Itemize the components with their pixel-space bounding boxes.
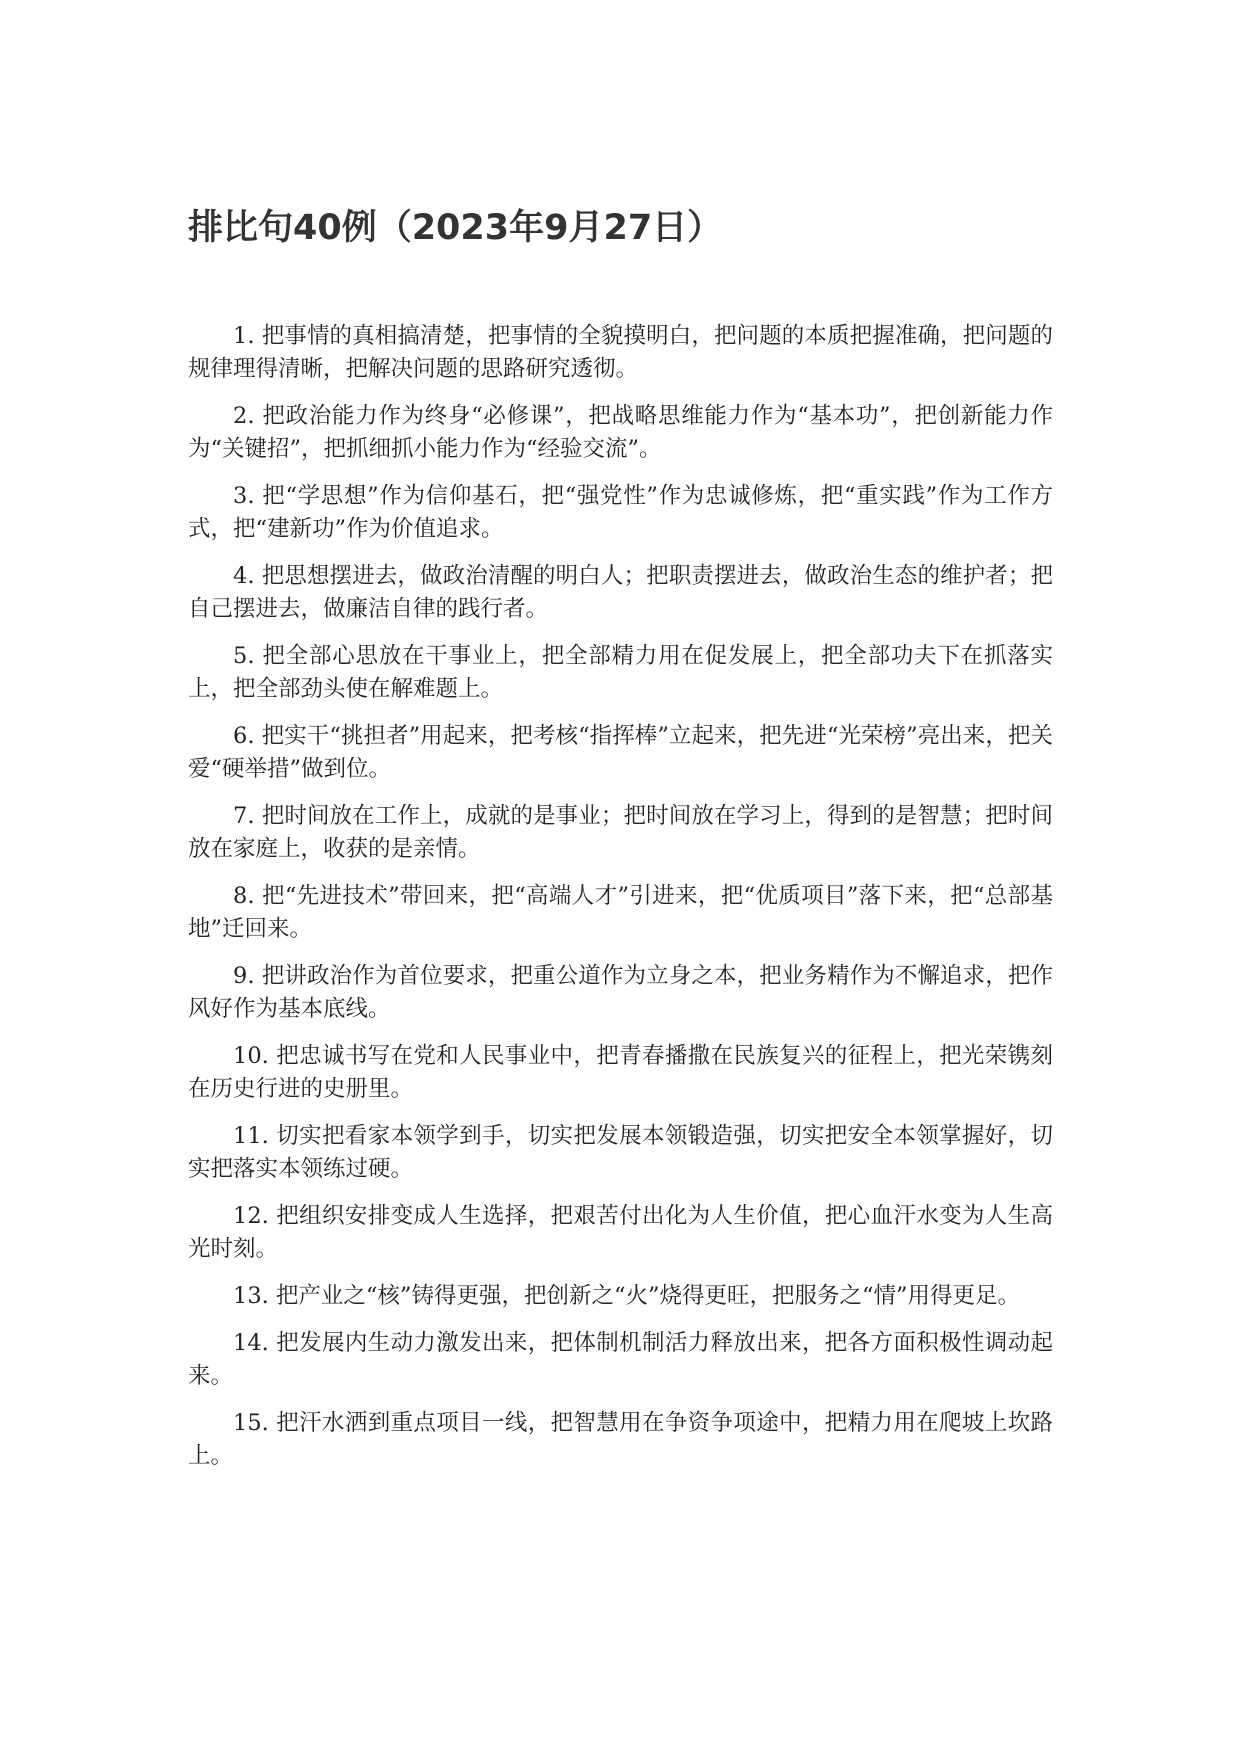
- document-title: 排比句40例（2023年9月27日）: [188, 208, 723, 248]
- paragraph-5: 5. 把全部心思放在干事业上，把全部精力用在促发展上，把全部功夫下在抓落实上，把全部劲头使在解难题上。: [188, 643, 1053, 702]
- paragraph-10: 10. 把忠诚书写在党和人民事业中，把青春播撒在民族复兴的征程上，把光荣镌刻在历史行进的史册里。: [188, 1043, 1053, 1102]
- paragraph-1: 1. 把事情的真相搞清楚，把事情的全貌摸明白，把问题的本质把握准确，把问题的规律理得清晰，把解决问题的思路研究透彻。: [188, 323, 1053, 382]
- paragraph-14: 14. 把发展内生动力激发出来，把体制机制活力释放出来，把各方面积极性调动起来。: [188, 1330, 1053, 1389]
- paragraph-12: 12. 把组织安排变成人生选择，把艰苦付出化为人生价值，把心血汗水变为人生高光时刻。: [188, 1203, 1053, 1262]
- paragraph-7: 7. 把时间放在工作上，成就的是事业；把时间放在学习上，得到的是智慧；把时间放在家庭上，收获的是亲情。: [188, 803, 1053, 862]
- paragraph-2: 2. 把政治能力作为终身“必修课”，把战略思维能力作为“基本功”，把创新能力作为“关键招”，把抓细抓小能力作为“经验交流”。: [188, 403, 1053, 462]
- paragraph-4: 4. 把思想摆进去，做政治清醒的明白人；把职责摆进去，做政治生态的维护者；把自己摆进去，做廉洁自律的践行者。: [188, 563, 1053, 622]
- document-body: [188, 320, 1053, 1487]
- paragraph-8: 8. 把“先进技术”带回来，把“高端人才”引进来，把“优质项目”落下来，把“总部基地”迁回来。: [188, 883, 1053, 942]
- paragraph-13: 13. 把产业之“核”铸得更强，把创新之“火”烧得更旺，把服务之“情”用得更足。: [233, 1283, 1020, 1309]
- paragraph-11: 11. 切实把看家本领学到手，切实把发展本领锻造强，切实把安全本领掌握好，切实把落实本领练过硬。: [188, 1123, 1053, 1182]
- paragraph-15: 15. 把汗水洒到重点项目一线，把智慧用在争资争项途中，把精力用在爬坡上坎路上。: [188, 1410, 1053, 1469]
- paragraph-9: 9. 把讲政治作为首位要求，把重公道作为立身之本，把业务精作为不懈追求，把作风好作为基本底线。: [188, 963, 1053, 1022]
- paragraph-6: 6. 把实干“挑担者”用起来，把考核“指挥棒”立起来，把先进“光荣榜”亮出来，把关爱“硬举措”做到位。: [188, 723, 1053, 782]
- paragraph-3: 3. 把“学思想”作为信仰基石，把“强党性”作为忠诚修炼，把“重实践”作为工作方式，把“建新功”作为价值追求。: [188, 483, 1053, 542]
